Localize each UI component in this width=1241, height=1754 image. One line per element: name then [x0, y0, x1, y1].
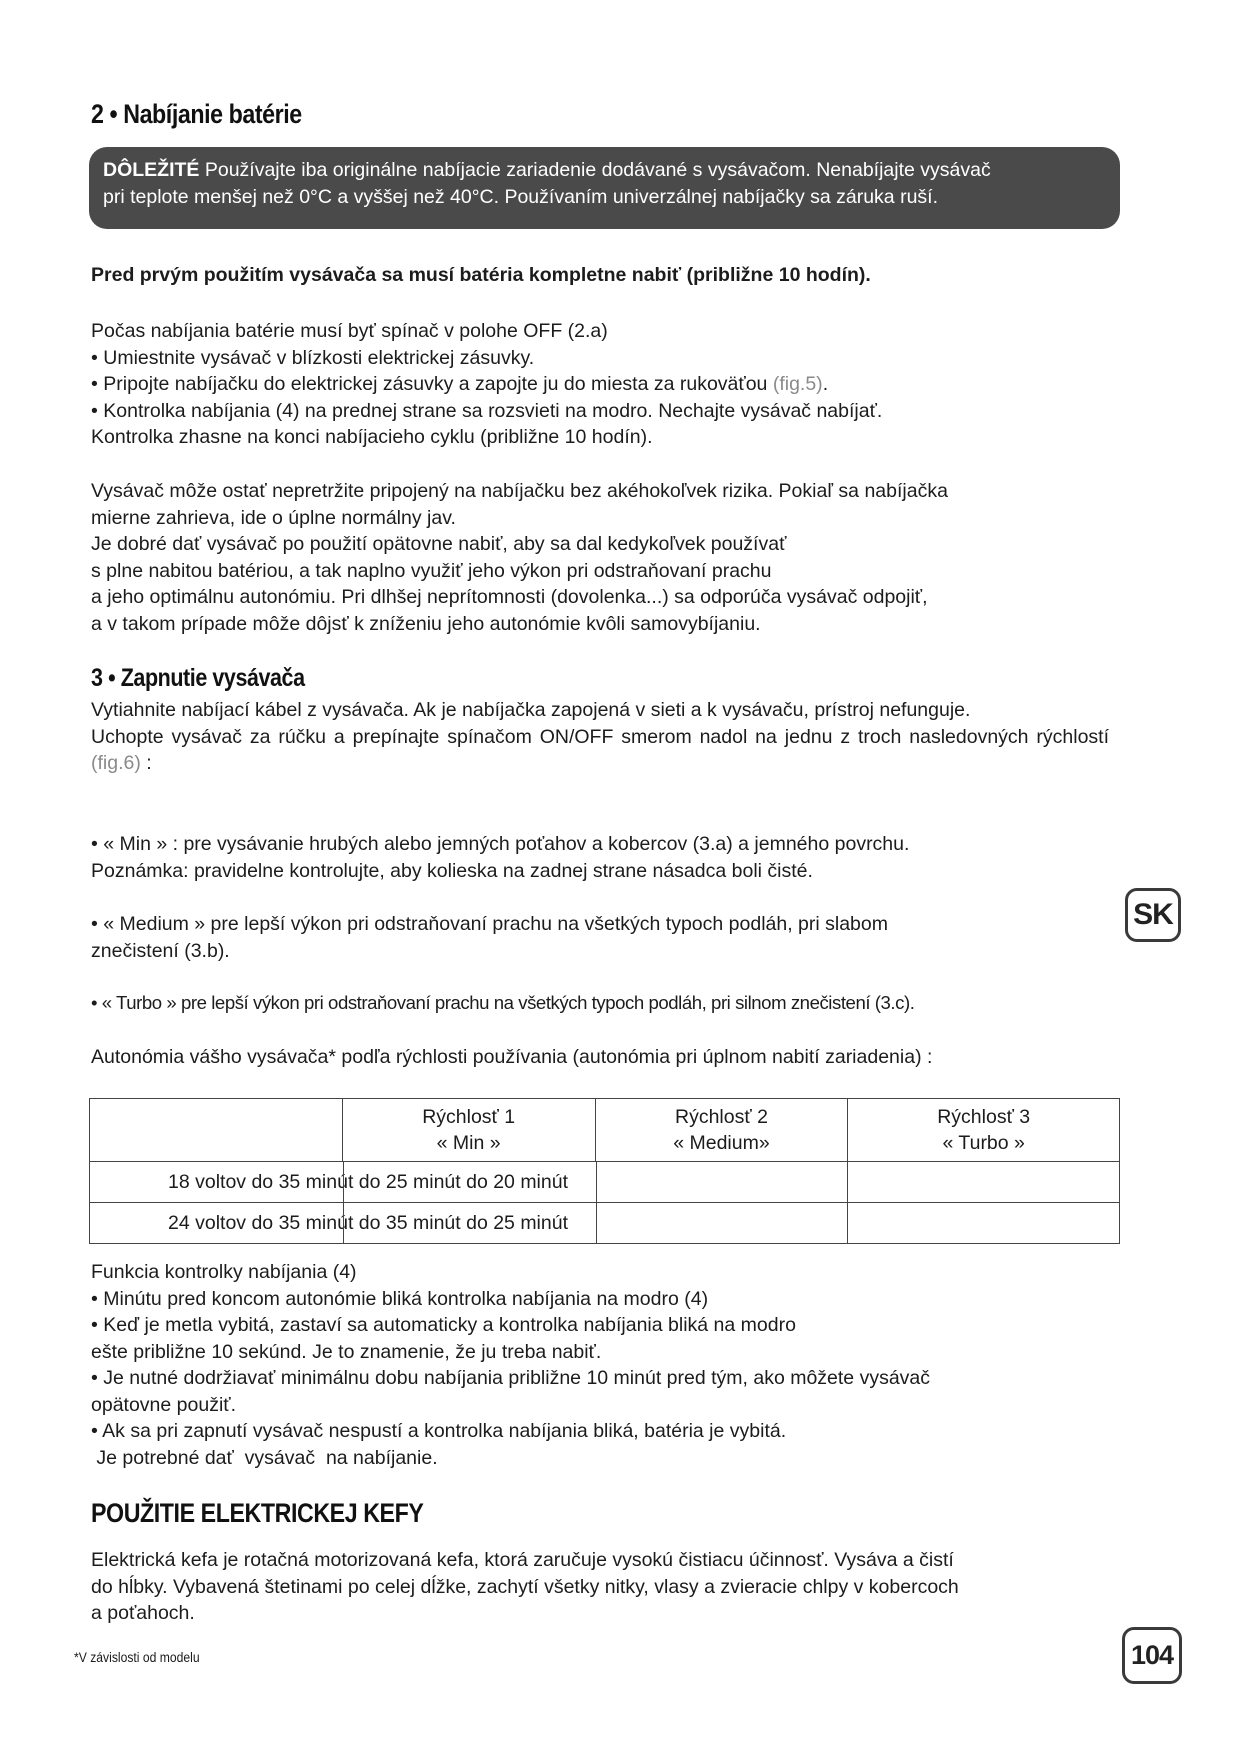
charging-line: Počas nabíjania batérie musí byť spínač v polohe OFF (2.a): [91, 320, 608, 342]
footnote: *V závislosti od modelu: [74, 1650, 200, 1665]
speed-line: • « Min » : pre vysávanie hrubých alebo jemných poťahov a kobercov (3.a) a jemného povrchu.: [91, 833, 910, 855]
table-row: [90, 1203, 1120, 1244]
important-notice: [89, 147, 1120, 229]
column-divider: [596, 1202, 597, 1244]
instruction-paragraph: [91, 724, 1109, 777]
notice-line-1: [103, 157, 1106, 184]
autonomy-intro: Autonómia vášho vysávača* podľa rýchlosti používania (autonómia pri úplnom nabití zariadenia) :: [91, 1046, 933, 1068]
figure-reference: (fig.5): [772, 373, 823, 395]
table-header-empty: [90, 1099, 343, 1162]
electric-brush-description: [91, 1547, 1121, 1627]
speed-min: [91, 831, 1121, 884]
info-line: mierne zahrieva, ide o úplne normálny jav.: [91, 506, 456, 529]
column-divider: [596, 1161, 597, 1203]
speed-turbo: [91, 990, 1121, 1017]
charging-text-end: .: [822, 373, 829, 395]
info-line: s plne nabitou batériou, a tak naplno využiť jeho výkon pri odstraňovaní prachu: [91, 559, 772, 582]
speed-line: • « Medium » pre lepší výkon pri odstraňovaní prachu na všetkých typoch podláh, pri slabom: [91, 913, 888, 935]
indicator-line: • Keď je metla vybitá, zastaví sa automaticky a kontrolka nabíjania bliká na modro: [91, 1314, 796, 1336]
table-header-speed-1: [342, 1099, 595, 1162]
section-2-title: 2 • Nabíjanie batérie: [91, 99, 302, 129]
indicator-line: opätovne použiť.: [91, 1393, 237, 1416]
notice-label: DÔLEŽITÉ: [103, 159, 200, 181]
switch-on-instructions: [91, 697, 1109, 777]
header-speed-label: Rýchlosť 1: [422, 1106, 516, 1128]
notice-line-2: pri teplote menšej než 0°C a vyššej než 40°C. Používaním univerzálnej nabíjačky sa záruka ruší.: [103, 185, 938, 208]
header-speed-label: Rýchlosť 2: [675, 1106, 768, 1128]
table-cell-empty: [848, 1162, 1120, 1203]
speed-line: Poznámka: pravidelne kontrolujte, aby kolieska na zadnej strane násadca boli čisté.: [91, 859, 813, 882]
charger-connection-info: [91, 478, 1121, 637]
table-row-cell: [90, 1203, 848, 1244]
figure-reference: (fig.6): [91, 752, 141, 774]
charging-line: • Kontrolka nabíjania (4) na prednej strane sa rozsvieti na modro. Nechajte vysávač nabíjať.: [91, 399, 883, 422]
header-speed-label: Rýchlosť 3: [937, 1106, 1031, 1128]
indicator-line: Funkcia kontrolky nabíjania (4): [91, 1261, 357, 1283]
table-header-speed-2: [595, 1099, 848, 1162]
brush-line: Elektrická kefa je rotačná motorizovaná kefa, ktorá zaručuje vysokú čistiacu účinnosť. Vysáva a čistí: [91, 1549, 954, 1571]
header-speed-mode: « Turbo »: [942, 1132, 1025, 1154]
electric-brush-title: POUŽITIE ELEKTRICKEJ KEFY: [91, 1498, 424, 1528]
speed-line: znečistení (3.b).: [91, 939, 230, 962]
charging-text: • Pripojte nabíjačku do elektrickej zásuvky a zapojte ju do miesta za rukoväťou: [91, 373, 773, 395]
charging-line: Kontrolka zhasne na konci nabíjacieho cyklu (približne 10 hodín).: [91, 426, 653, 448]
header-speed-mode: « Medium»: [673, 1132, 770, 1154]
info-line: a v takom prípade môže dôjsť k zníženiu jeho autonómie kvôli samovybíjaniu.: [91, 612, 761, 635]
header-speed-mode: « Min »: [436, 1132, 501, 1154]
row-text: 18 voltov do 35 minút do 25 minút do 20 minút: [168, 1171, 568, 1193]
indicator-line: • Ak sa pri zapnutí vysávač nespustí a kontrolka nabíjania bliká, batéria je vybitá.: [91, 1420, 787, 1442]
charging-indicator-info: [91, 1259, 1121, 1471]
speed-line: • « Turbo » pre lepší výkon pri odstraňovaní prachu na všetkých typoch podláh, pri silnom znečistení (3.c).: [91, 992, 915, 1013]
instruction-text-end: :: [140, 752, 152, 774]
speed-medium: [91, 911, 1121, 964]
info-line: Je dobré dať vysávač po použití opätovne nabiť, aby sa dal kedykoľvek používať: [91, 533, 787, 555]
table-header-row: [90, 1099, 1120, 1162]
table-row-cell: [90, 1162, 848, 1203]
language-badge: SK: [1125, 888, 1181, 942]
section-3-title: 3 • Zapnutie vysávača: [91, 664, 305, 692]
brush-line: a poťahoch.: [91, 1602, 195, 1624]
indicator-line: ešte približne 10 sekúnd. Je to znamenie, že ju treba nabiť.: [91, 1340, 602, 1363]
instruction-text: Uchopte vysávač za rúčku a prepínajte spínačom ON/OFF smerom nadol na jednu z troch nasledovných rýchlostí: [91, 725, 1109, 748]
brush-line: do hĺbky. Vybavená štetinami po celej dĺžke, zachytí všetky nitky, vlasy a zvieracie chlpy v kobercoch: [91, 1575, 959, 1598]
charging-line: • Umiestnite vysávač v blízkosti elektrickej zásuvky.: [91, 346, 535, 369]
autonomy-table: [89, 1098, 1120, 1244]
charging-line: [91, 371, 1121, 398]
indicator-line: Je potrebné dať vysávač na nabíjanie.: [91, 1446, 438, 1469]
first-use-note: Pred prvým použitím vysávača sa musí batéria kompletne nabiť (približne 10 hodín).: [91, 264, 871, 286]
table-row: [90, 1162, 1120, 1203]
row-text: 24 voltov do 35 minút do 35 minút do 25 minút: [168, 1212, 568, 1234]
page-number: 104: [1122, 1627, 1182, 1684]
indicator-line: • Minútu pred koncom autonómie bliká kontrolka nabíjania na modro (4): [91, 1287, 709, 1310]
column-divider: [343, 1202, 344, 1244]
info-line: a jeho optimálnu autonómiu. Pri dlhšej neprítomnosti (dovolenka...) sa odporúča vysávač odpojiť,: [91, 586, 928, 608]
indicator-line: • Je nutné dodržiavať minimálnu dobu nabíjania približne 10 minút pred tým, ako môžete vysávač: [91, 1367, 931, 1389]
table-cell-empty: [848, 1203, 1120, 1244]
charging-steps: [91, 318, 1121, 451]
column-divider: [343, 1161, 344, 1203]
instruction-paragraph: Vytiahnite nabíjací kábel z vysávača. Ak je nabíjačka zapojená v sieti a k vysávaču, prístroj nefunguje.: [91, 699, 971, 721]
table-header-speed-3: [848, 1099, 1120, 1162]
info-line: Vysávač môže ostať nepretržite pripojený na nabíjačku bez akéhokoľvek rizika. Pokiaľ sa nabíjačka: [91, 480, 948, 502]
notice-text-1: Používajte iba originálne nabíjacie zariadenie dodávané s vysávačom. Nenabíjajte vysávač: [199, 159, 991, 181]
